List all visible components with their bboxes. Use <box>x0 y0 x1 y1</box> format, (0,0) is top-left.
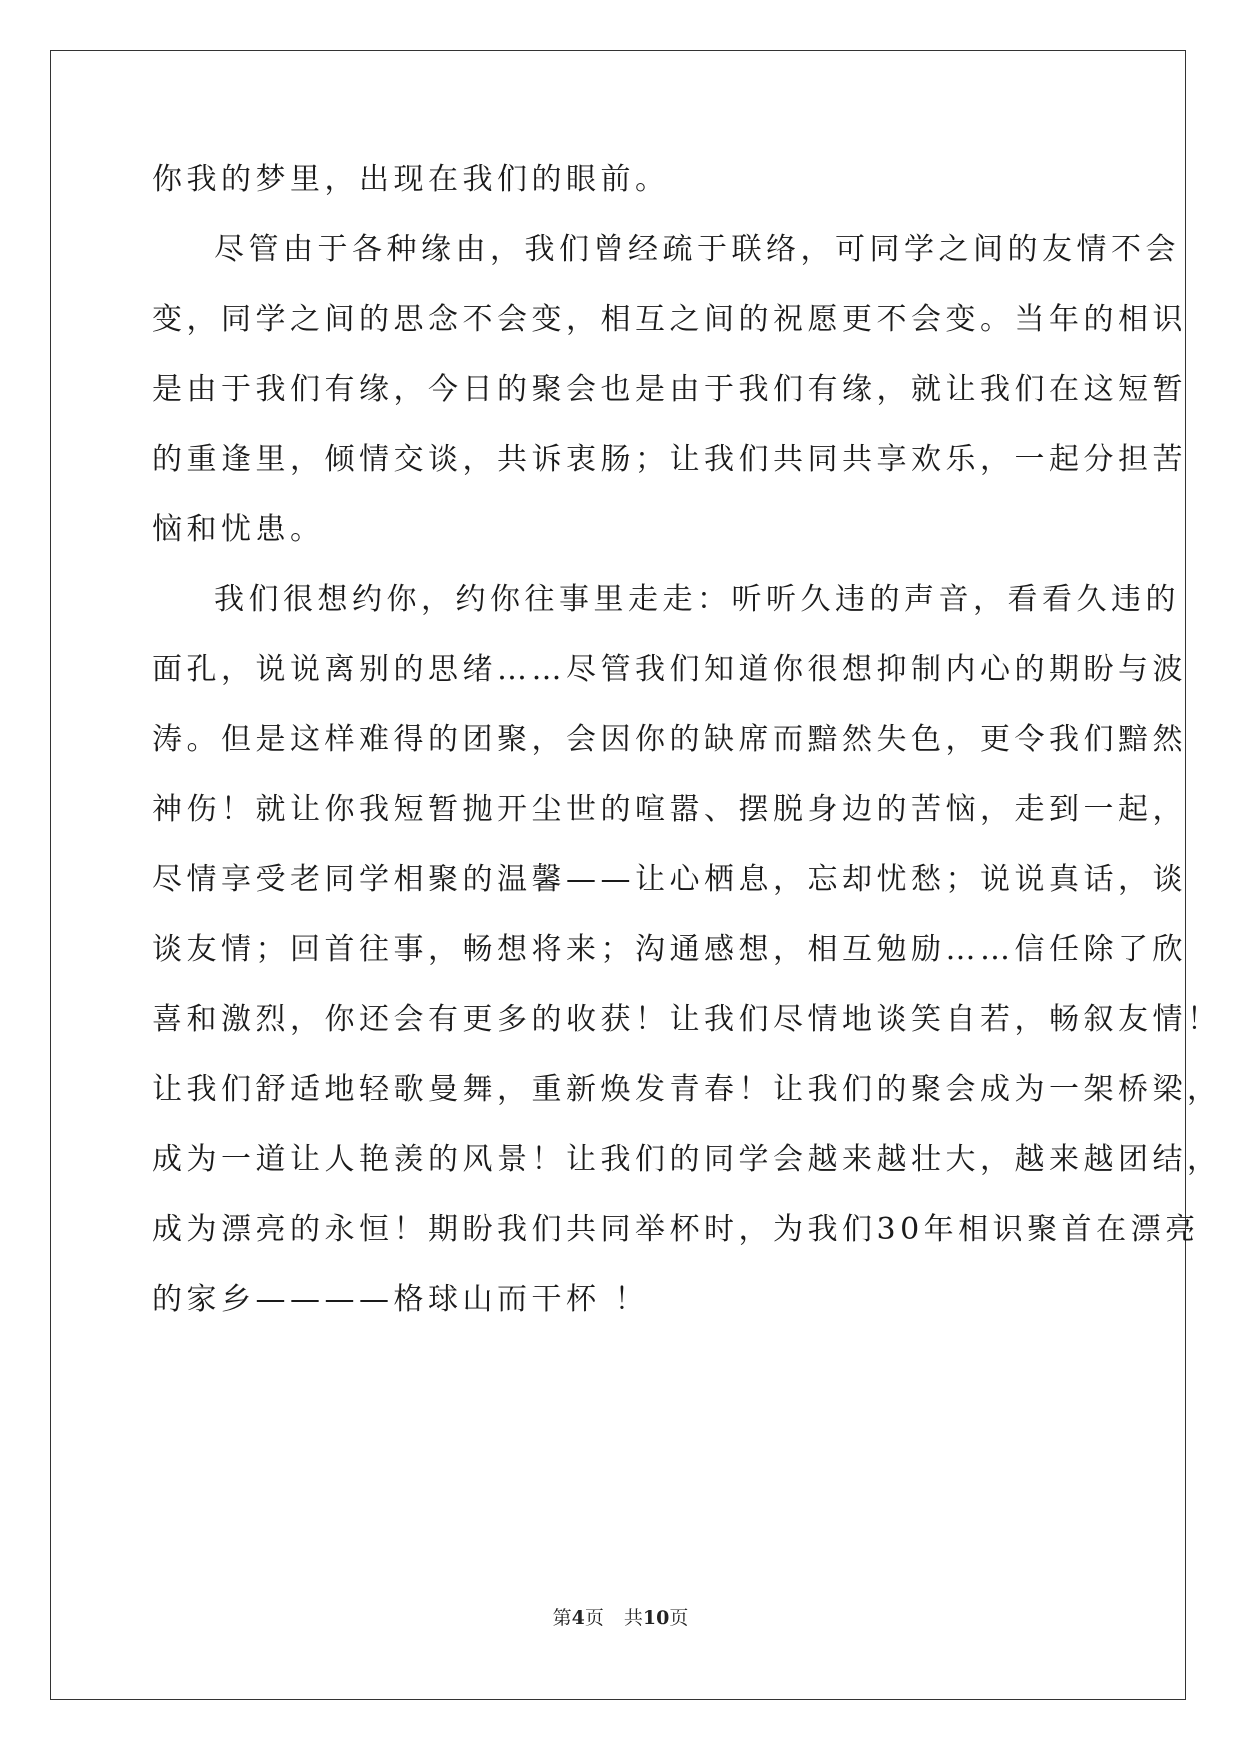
paragraph-2-line-3: 是由于我们有缘，今日的聚会也是由于我们有缘，就让我们在这短暂 <box>152 372 1187 407</box>
page-footer <box>0 1606 1241 1630</box>
paragraph-3-line-7: 喜和激烈，你还会有更多的收获！让我们尽情地谈笑自若，畅叙友情！ <box>152 1002 1222 1037</box>
paragraph-3-line-5: 尽情享受老同学相聚的温馨——让心栖息，忘却忧愁；说说真话，谈 <box>152 862 1187 897</box>
page-suffix: 页 <box>584 1607 604 1629</box>
paragraph-3-line-11: 的家乡————格球山而干杯 ！ <box>152 1282 650 1317</box>
paragraph-3-line-9: 成为一道让人艳羡的风景！让我们的同学会越来越壮大，越来越团结， <box>152 1142 1222 1177</box>
paragraph-2-line-4: 的重逢里，倾情交谈，共诉衷肠；让我们共同共享欢乐，一起分担苦 <box>152 442 1187 477</box>
text-line-1: 你我的梦里，出现在我们的眼前。 <box>152 162 670 197</box>
paragraph-3-line-4: 神伤！就让你我短暂抛开尘世的喧嚣、摆脱身边的苦恼，走到一起， <box>152 792 1187 827</box>
paragraph-2-line-1: 尽管由于各种缘由，我们曾经疏于联络，可同学之间的友情不会 <box>214 232 1180 267</box>
page-current: 4 <box>571 1607 585 1629</box>
paragraph-3-line-2: 面孔，说说离别的思绪……尽管我们知道你很想抑制内心的期盼与波 <box>152 652 1187 687</box>
paragraph-3-line-3: 涛。但是这样难得的团聚，会因你的缺席而黯然失色，更令我们黯然 <box>152 722 1187 757</box>
paragraph-3-line-8: 让我们舒适地轻歌曼舞，重新焕发青春！让我们的聚会成为一架桥梁， <box>152 1072 1222 1107</box>
paragraph-2-line-5: 恼和忧患。 <box>152 512 325 547</box>
total-prefix: 共 <box>623 1607 643 1629</box>
paragraph-3-line-6: 谈友情；回首往事，畅想将来；沟通感想，相互勉励……信任除了欣 <box>152 932 1187 967</box>
page-total: 10 <box>642 1607 670 1629</box>
paragraph-3-line-10: 成为漂亮的永恒！期盼我们共同举杯时，为我们30年相识聚首在漂亮 <box>152 1212 1200 1247</box>
page-prefix: 第 <box>552 1607 572 1629</box>
paragraph-2-line-2: 变，同学之间的思念不会变，相互之间的祝愿更不会变。当年的相识 <box>152 302 1187 337</box>
total-suffix: 页 <box>669 1607 689 1629</box>
paragraph-3-line-1: 我们很想约你，约你往事里走走：听听久违的声音，看看久违的 <box>214 582 1180 617</box>
